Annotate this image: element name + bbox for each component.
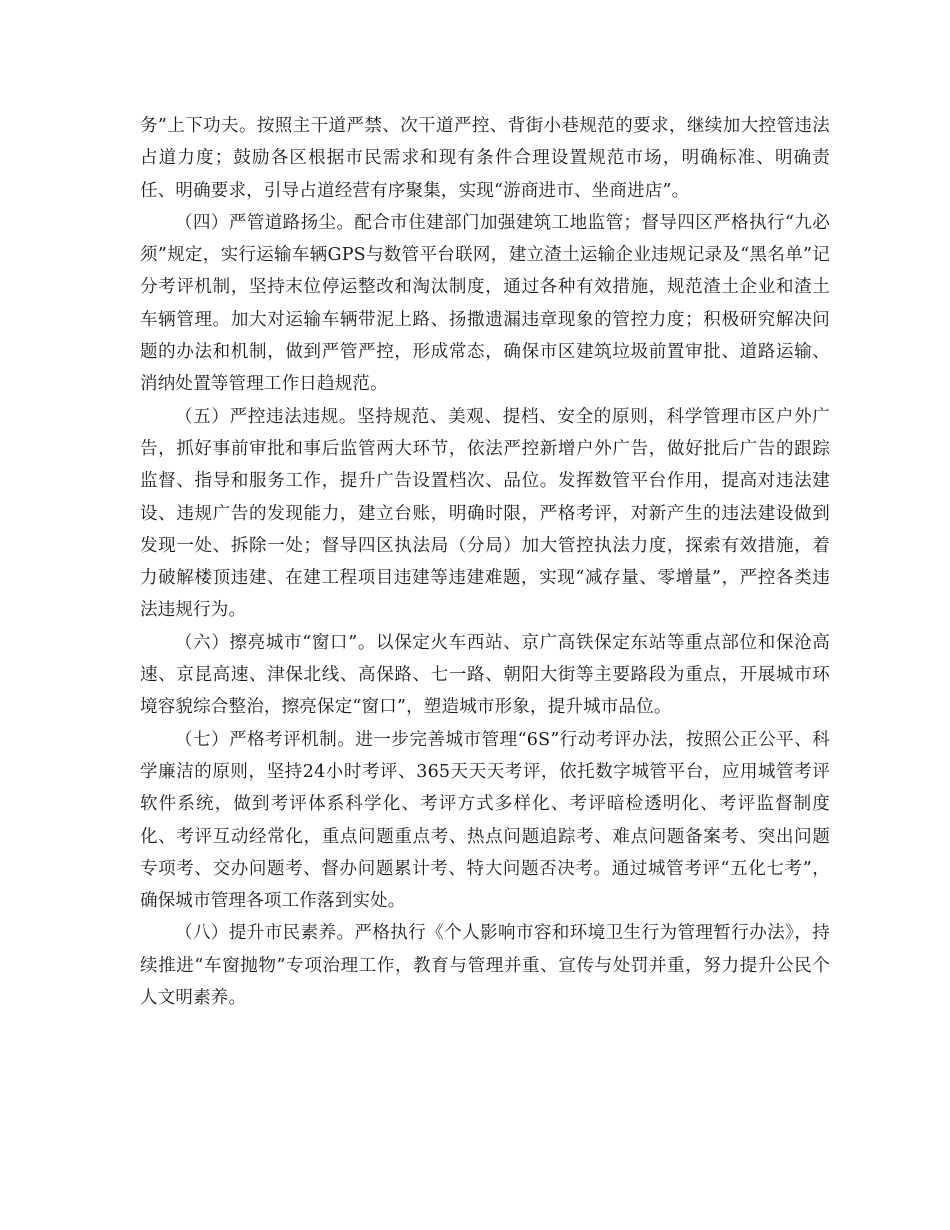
document-body: [140, 110, 830, 1014]
paragraph-citizen-quality: （八）提升市民素养。严格执行《个人影响市容和环境卫生行为管理暂行办法》，持续推进“车窗抛物”专项治理工作，教育与管理并重、宣传与处罚并重，努力提升公民个人文明素养。: [140, 923, 830, 1009]
paragraph-illegal-control: （五）严控违法违规。坚持规范、美观、提档、安全的原则，科学管理市区户外广告，抓好事前审批和事后监管两大环节，依法严控新增户外广告，做好批后广告的跟踪监督、指导和服务工作，提升广告设置档次、品位。发挥数管平台作用，提高对违法建设、违规广告的发现能力，建立台账，明确时限，严格考评，对新产生的违法建设做到发现一处、拆除一处；督导四区执法局（分局）加大管控执法力度，探索有效措施，着力破解楼顶违建、在建工程项目违建等违建难题，实现“减存量、零增量”，严控各类违法违规行为。: [140, 406, 830, 621]
paragraph-city-window: （六）擦亮城市“窗口”。以保定火车西站、京广高铁保定东站等重点部位和保沧高速、京昆高速、津保北线、高保路、七一路、朝阳大街等主要路段为重点，开展城市环境容貌综合整治，擦亮保定“窗口”，塑造城市形象，提升城市品位。: [140, 632, 830, 718]
paragraph-road-dust: （四）严管道路扬尘。配合市住建部门加强建筑工地监管；督导四区严格执行“九必须”规定，实行运输车辆GPS与数管平台联网，建立渣土运输企业违规记录及“黑名单”记分考评机制，坚持末位停运整改和淘汰制度，通过各种有效措施，规范渣土企业和渣土车辆管理。加大对运输车辆带泥上路、扬撒遗漏违章现象的管控力度；积极研究解决问题的办法和机制，做到严管严控，形成常态，确保市区建筑垃圾前置审批、道路运输、消纳处置等管理工作日趋规范。: [140, 212, 830, 395]
paragraph-evaluation-mechanism: （七）严格考评机制。进一步完善城市管理“6S”行动考评办法，按照公正公平、科学廉洁的原则，坚持24小时考评、365天天天考评，依托数字城管平台，应用城管考评软件系统，做到考评体系科学化、考评方式多样化、考评暗检透明化、考评监督制度化、考评互动经常化，重点问题重点考、热点问题追踪考、难点问题备案考、突出问题专项考、交办问题考、督办问题累计考、特大问题否决考。通过城管考评“五化七考”，确保城市管理各项工作落到实处。: [140, 729, 830, 912]
paragraph-continuation: 务”上下功夫。按照主干道严禁、次干道严控、背街小巷规范的要求，继续加大控管违法占道力度；鼓励各区根据市民需求和现有条件合理设置规范市场，明确标准、明确责任、明确要求，引导占道经营有序聚集，实现“游商进市、坐商进店”。: [140, 116, 830, 201]
